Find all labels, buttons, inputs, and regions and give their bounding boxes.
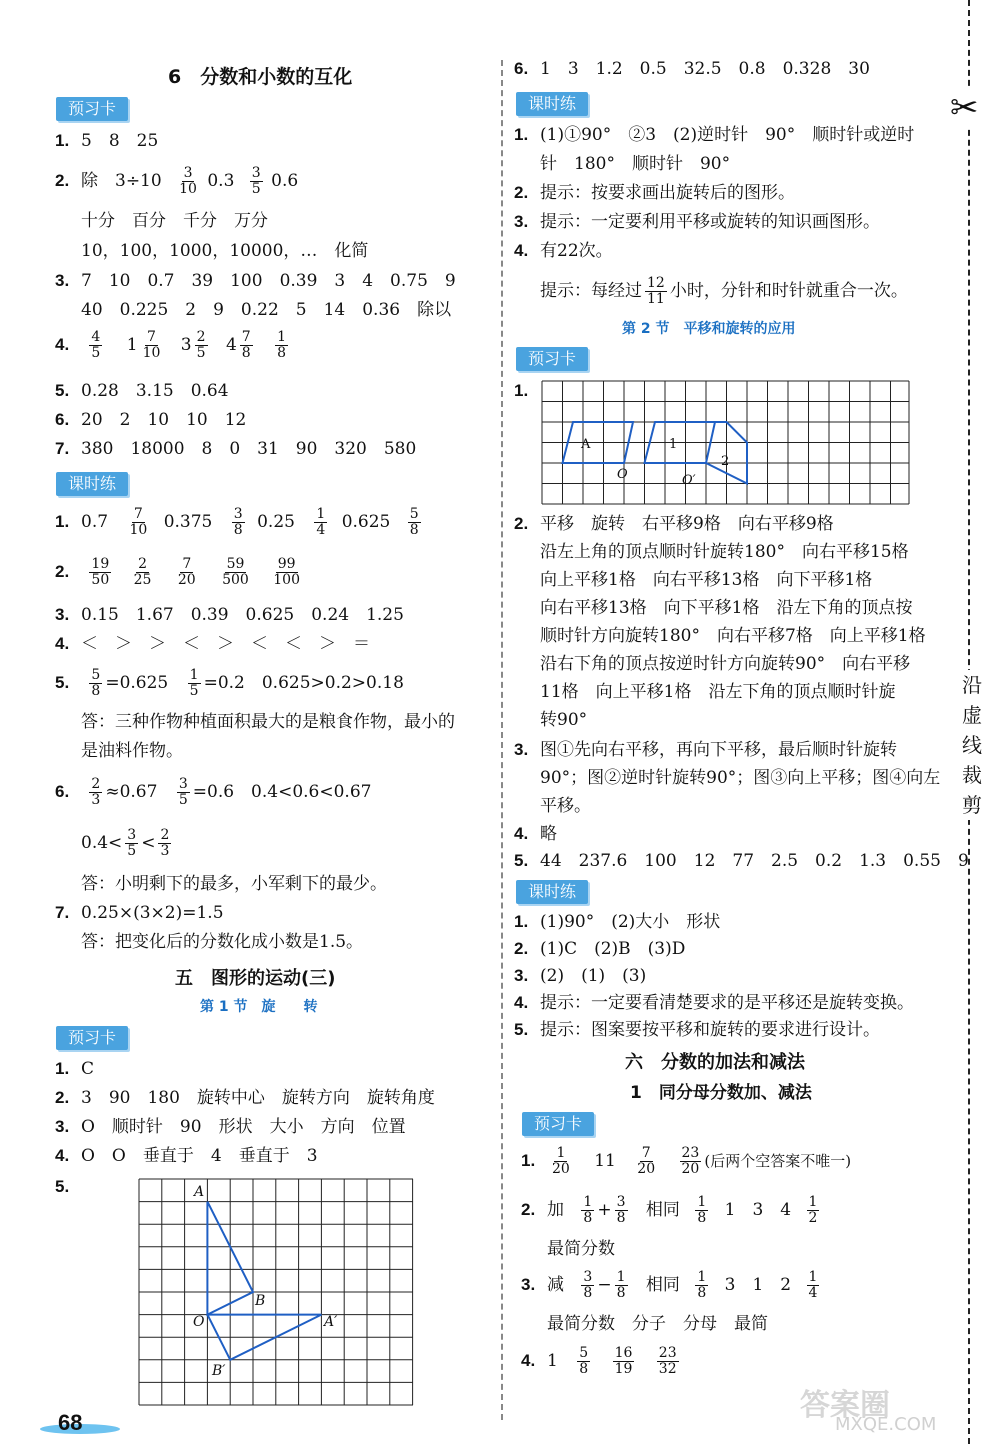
right-preview-2-line: 转90°: [540, 710, 588, 730]
column-divider: [501, 60, 503, 1420]
page-number: 68: [58, 1410, 83, 1435]
right-preview-3-line: 平移。: [540, 796, 591, 816]
right-preview-2-line: 顺时针方向旋转180° 向右平移7格 向上平移1格: [540, 626, 926, 646]
right-lesson-2: 2. 提示：按要求画出旋转后的图形。: [514, 183, 795, 203]
ch6-answer-2: 2. 加 $\frac{1}{8}$ + $\frac{3}{8}$ 相同 $\frac{1}{8}$ 1 3 4 $\frac{1}{2}$: [521, 1194, 818, 1226]
lesson-answer-7-reply: 答：把变化后的分数化成小数是1.5。: [81, 932, 364, 952]
lesson-practice-tag-right: 课时练: [516, 92, 588, 116]
lesson-answer-2: 2. $\frac{19}{50}$ $\frac{2}{25}$ $\frac{7}{20}$ $\frac{59}{500}$ $\frac{99}{100}$: [55, 556, 300, 588]
answer-2-line2: 十分 百分 千分 万分: [81, 211, 268, 231]
answer-4: 4. $\frac{4}{5}$ 1 $\frac{7}{10}$ 3 $\frac{2}{5}$ 4 $\frac{7}{8}$ $\frac{1}{8}$: [55, 329, 287, 361]
preview-card-tag-right: 预习卡: [516, 347, 588, 371]
right-preview-3: 3. 图①先向右平移，再向下平移，最后顺时针旋转: [514, 740, 897, 760]
point-A-prime: A′: [324, 1314, 338, 1330]
right-lesson-1-line2: 针 180° 顺时针 90°: [540, 154, 731, 174]
right-lesson-4: 4. 有22次。: [514, 241, 613, 261]
right-lesson2-3: 3. (2) (1) (3): [514, 966, 647, 986]
lesson-answer-5-reply2: 是油料作物。: [81, 741, 183, 761]
section-2-title: 第 2 节 平移和旋转的应用: [622, 321, 796, 337]
answer-3-line2: 40 0.225 2 9 0.22 5 14 0.36 除以: [81, 300, 452, 320]
answer-5: 5. 0.28 3.15 0.64: [55, 381, 229, 401]
point-O: O: [193, 1314, 205, 1330]
chapter-6-title: 六 分数的加法和减法: [625, 1052, 805, 1073]
ch6-answer-4: 4. 1 $\frac{5}{8}$ $\frac{16}{19}$ $\frac{23}{32}$: [521, 1345, 677, 1377]
right-preview-2: 2. 平移 旋转 右平移9格 向右平移9格: [514, 514, 834, 534]
lesson-answer-7: 7. 0.25×(3×2)=1.5: [55, 903, 224, 923]
right-preview-2-line: 向右平移13格 向下平移1格 沿左下角的顶点按: [540, 598, 913, 618]
ch6-answer-3-line2: 最简分数 分子 分母 最简: [547, 1314, 768, 1334]
answer-2: 2. 除 3÷10 $\frac{3}{10}$ 0.3 $\frac{3}{5}$ 0.6: [55, 165, 299, 197]
rotation-answer-5: 5.: [55, 1177, 70, 1196]
rotation-answer-3: 3. O 顺时针 90 形状 大小 方向 位置: [55, 1117, 406, 1137]
right-preview-2-line: 沿左上角的顶点顺时针旋转180° 向右平移15格: [540, 542, 909, 562]
answer-2-line3: 10，100，1000，10000，… 化简: [81, 241, 369, 261]
rotated-triangles: [207, 1202, 321, 1360]
right-preview-3-line: 90°；图②逆时针旋转90°；图③向上平移；图④向左: [540, 768, 941, 788]
right-lesson2-4: 4. 提示：一定要看清楚要求的是平移还是旋转变换。: [514, 993, 914, 1013]
answer-3: 3. 7 10 0.7 39 100 0.39 3 4 0.75 9: [55, 271, 456, 291]
lesson-answer-5-reply: 答：三种作物种植面积最大的是粮食作物，最小的: [81, 712, 455, 732]
right-preview-5: 5. 44 237.6 100 12 77 2.5 0.2 1.3 0.55 9: [514, 851, 969, 871]
shape-2-label: 2: [721, 454, 730, 469]
lesson-answer-6-reply: 答：小明剩下的最多，小军剩下的最少。: [81, 874, 387, 894]
rotation-answer-1: 1. C: [55, 1059, 95, 1079]
ch6-answer-1: 1. $\frac{1}{20}$ 11 $\frac{7}{20}$ $\frac{23}{20}$ (后两个空答案不唯一): [521, 1145, 852, 1177]
shape-O-label: O: [617, 467, 628, 482]
translated-shapes: [563, 422, 748, 484]
right-lesson-4-hint: 提示：每经过 $\frac{12}{11}$ 小时，分针和时针就重合一次。: [540, 275, 908, 307]
right-lesson-1: 1. (1)①90° ②3 (2)逆时针 90° 顺时针或逆时: [514, 125, 915, 145]
watermark-logo: 答案圈: [800, 1388, 890, 1423]
right-preview-2-line: 向上平移1格 向右平移13格 向下平移1格: [540, 570, 873, 590]
lesson-answer-4: 4. ＜ ＞ ＞ ＜ ＞ ＜ ＜ ＞ ＝: [55, 634, 370, 654]
translation-grid: [541, 380, 911, 506]
point-B-prime: B′: [212, 1363, 226, 1379]
lesson-practice-tag: 课时练: [56, 472, 128, 496]
answer-6: 6. 20 2 10 10 12: [55, 410, 247, 430]
section-title: 6 分数和小数的互化: [168, 66, 353, 88]
answer-1: 1. 5 8 25: [55, 131, 159, 151]
rotation-grid: [138, 1178, 414, 1406]
chapter-5-section: 第 1 节 旋 转: [200, 999, 318, 1015]
right-lesson2-2: 2. (1)C (2)B (3)D: [514, 939, 686, 959]
lesson-answer-5: 5. $\frac{5}{8}$ =0.625 $\frac{1}{5}$ =0.2 0.625>0.2>0.18: [55, 667, 404, 699]
shape-A-label: A: [581, 437, 591, 452]
ch6-answer-3: 3. 减 $\frac{3}{8}$ − $\frac{1}{8}$ 相同 $\frac{1}{8}$ 3 1 2 $\frac{1}{4}$: [521, 1269, 818, 1301]
right-lesson2-5: 5. 提示：图案要按平移和旋转的要求进行设计。: [514, 1020, 880, 1040]
lesson-answer-1: 1. 0.7 $\frac{7}{10}$ 0.375 $\frac{3}{8}$ 0.25 $\frac{1}{4}$ 0.625 $\frac{5}{8}$: [55, 506, 419, 538]
preview-card-tag-2: 预习卡: [56, 1026, 128, 1050]
shape-1-label: 1: [669, 437, 678, 452]
lesson-answer-3: 3. 0.15 1.67 0.39 0.625 0.24 1.25: [55, 605, 404, 625]
answer-7: 7. 380 18000 8 0 31 90 320 580: [55, 439, 417, 459]
preview-card-tag-right-2: 预习卡: [522, 1112, 594, 1136]
right-answer-6: 6. 1 3 1.2 0.5 32.5 0.8 0.328 30: [514, 59, 870, 79]
shape-O-prime-label: O′: [682, 473, 696, 488]
point-B: B: [255, 1293, 266, 1309]
right-preview-2-line: 11格 向上平移1格 沿左下角的顶点顺时针旋: [540, 682, 896, 702]
ch6-answer-2-line2: 最简分数: [547, 1239, 615, 1259]
watermark-url: MXQE.COM: [835, 1414, 937, 1435]
right-preview-2-line: 沿右下角的顶点按逆时针方向旋转90° 向右平移: [540, 654, 911, 674]
right-lesson-3: 3. 提示：一定要利用平移或旋转的知识画图形。: [514, 212, 880, 232]
right-lesson2-1: 1. (1)90° (2)大小 形状: [514, 912, 721, 932]
lesson-answer-6: 6. $\frac{2}{3}$ ≈0.67 $\frac{3}{5}$ =0.6 0.4<0.6<0.67: [55, 776, 372, 808]
right-preview-4: 4. 略: [514, 824, 557, 844]
scissors-icon: ✂: [950, 88, 979, 128]
preview-card-tag: 预习卡: [56, 97, 128, 121]
rotation-answer-2: 2. 3 90 180 旋转中心 旋转方向 旋转角度: [55, 1088, 435, 1108]
cut-instruction: 沿虚线裁剪: [960, 670, 984, 820]
rotation-answer-4: 4. O O 垂直于 4 垂直于 3: [55, 1146, 318, 1166]
lesson-answer-6-line2: 0.4< $\frac{3}{5}$ < $\frac{2}{3}$: [81, 827, 170, 859]
chapter-5-title: 五 图形的运动(三): [175, 968, 336, 989]
right-preview-1: 1.: [514, 381, 529, 400]
lesson-practice-tag-right-2: 课时练: [516, 880, 588, 904]
chapter-6-subtitle: 1 同分母分数加、减法: [630, 1083, 812, 1103]
point-A: A: [194, 1184, 205, 1200]
